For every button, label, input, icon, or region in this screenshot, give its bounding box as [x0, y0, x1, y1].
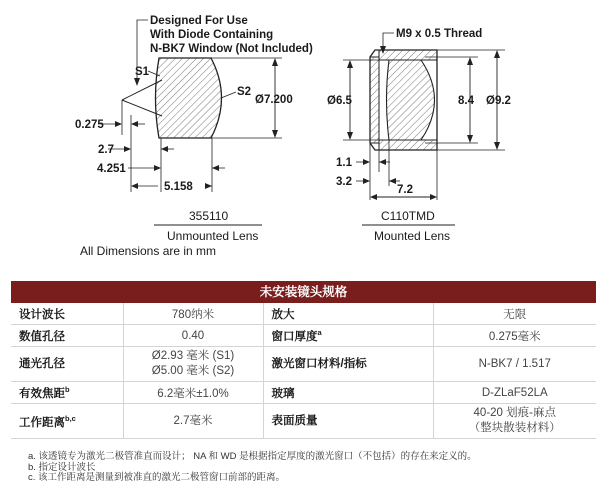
spec-value-multiline: [123, 347, 263, 382]
spec-name: 窗口厚度: [271, 330, 318, 343]
spec-value: Ø2.93 毫米 (S1): [151, 350, 235, 362]
spec-name: 玻璃: [263, 382, 433, 404]
spec-value: 6.2毫米±1.0%: [123, 382, 263, 404]
dim-84-label: 8.4: [458, 95, 474, 107]
spec-name: 数值孔径: [11, 325, 123, 347]
spec-value: 0.275毫米: [433, 325, 596, 347]
footnote-marker: b,c: [65, 414, 76, 424]
dim-4251-label: 4.251: [97, 163, 126, 175]
mounted-lens-element: [387, 60, 435, 140]
dim-32-label: 3.2: [336, 176, 352, 188]
unmounted-part-number: 355110: [189, 209, 229, 223]
dim-0275-label: 0.275: [75, 119, 104, 131]
footnote-c: c. 该工作距离是测量到被准直的激光二极管窗口前部的距离。: [28, 472, 286, 483]
spec-name-with-note: [263, 325, 433, 347]
spec-name: 表面质量: [263, 404, 433, 439]
spec-value: 无限: [433, 303, 596, 325]
unmounted-note-line1: Designed For Use: [150, 15, 248, 27]
s1-label: S1: [135, 66, 150, 78]
mounted-part-number: C110TMD: [381, 209, 435, 223]
dim-27-label: 2.7: [98, 144, 114, 156]
footnotes: [28, 452, 477, 484]
spec-name-with-note: [11, 404, 123, 439]
footnote-marker: b: [65, 384, 70, 394]
unmounted-note-line3: N-BK7 Window (Not Included): [150, 43, 313, 55]
dim-72-label: 7.2: [397, 184, 413, 196]
spec-table-title: 未安装镜头规格: [11, 281, 596, 303]
table-row: [11, 404, 596, 439]
thread-label: M9 x 0.5 Thread: [396, 28, 483, 40]
spec-name: 放大: [263, 303, 433, 325]
unmounted-caption: Unmounted Lens: [167, 229, 259, 243]
dia-92-label: Ø9.2: [486, 95, 511, 107]
dia-7200-label: Ø7.200: [255, 94, 293, 106]
spec-name: 设计波长: [11, 303, 123, 325]
spec-name: 有效焦距: [19, 387, 65, 400]
footnote-b: b. 指定设计波长: [28, 461, 96, 473]
spec-value: 0.40: [123, 325, 263, 347]
spec-name-with-note: [11, 382, 123, 404]
spec-value: Ø5.00 毫米 (S2): [151, 365, 235, 377]
thread-band: [370, 57, 379, 143]
table-row: [11, 382, 596, 404]
spec-name: 工作距离: [19, 416, 65, 429]
unmounted-lens-body: [156, 58, 222, 138]
s2-label: S2: [237, 86, 252, 98]
table-row: [11, 303, 596, 325]
unmounted-note-line2: With Diode Containing: [150, 29, 274, 41]
footnote-a: a. 该透镜专为激光二极管准直而设计； NA 和 WD 是根据指定厚度的激光窗口（不包括）的存在来定义的。: [28, 451, 477, 462]
spec-table-panel: [11, 281, 596, 439]
dim-11-label: 1.1: [336, 157, 352, 169]
dim-5158-label: 5.158: [164, 181, 193, 193]
dia-65-label: Ø6.5: [327, 95, 352, 107]
spec-value: （整块散装材料）: [468, 422, 561, 434]
mounted-lens-drawing: [343, 33, 505, 225]
mounted-caption: Mounted Lens: [374, 229, 451, 243]
spec-value: 780纳米: [123, 303, 263, 325]
table-row: [11, 325, 596, 347]
spec-name: 通光孔径: [11, 347, 123, 382]
all-dimensions-note: All Dimensions are in mm: [80, 244, 217, 258]
spec-value: 2.7毫米: [123, 404, 263, 439]
spec-value: N-BK7 / 1.517: [433, 347, 596, 382]
spec-value: 40-20 划痕-麻点: [473, 407, 556, 419]
spec-table: [11, 303, 596, 439]
spec-value: D-ZLaF52LA: [433, 382, 596, 404]
spec-value-multiline: [433, 404, 596, 439]
spec-name: 激光窗口材料/指标: [263, 347, 433, 382]
footnote-marker: a: [317, 327, 322, 337]
table-row: [11, 347, 596, 382]
